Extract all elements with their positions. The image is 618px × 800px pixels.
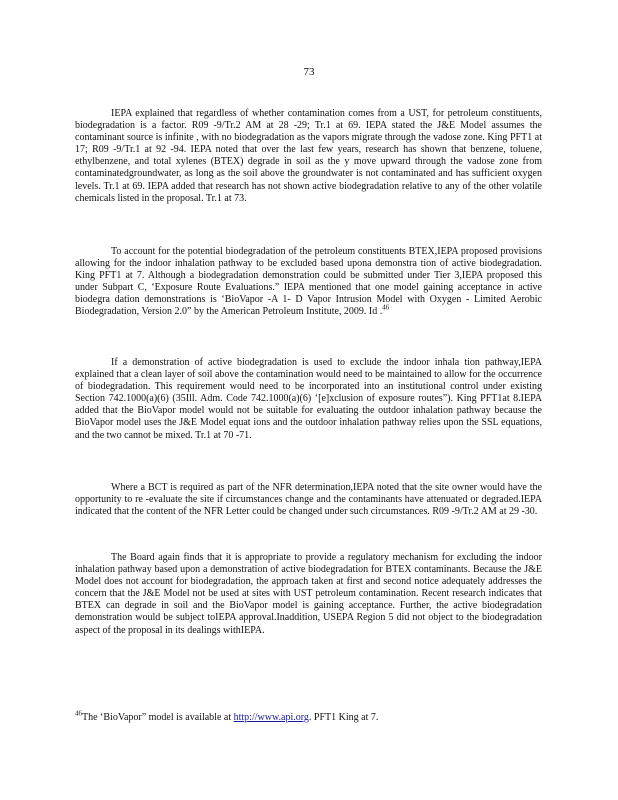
page-number: 73 (303, 66, 315, 78)
paragraph-3: If a demonstration of active biodegradation is used to exclude the indoor inhala tion pathway,IEPA explained that a clean layer of soil above the contamination would need to be maintained to allow for the occurrence of biodegradation. This requirement would need to be incorporated into an institutional control under existing Section 742.1000(a)(6) (35Ill. Adm. Code 742.1000(a)(6) ‘[e]xclusion of exposure routes”). King PFT1at 8.IEPA added that the BioVapor model would not be suitable for evaluating the outdoor inhalation pathway because the BioVapor model uses the J&E Model equat ions and the outdoor inhalation pathway relies upon the SSL equations, and the two cannot be mixed. Tr.1 at 70 -71. (75, 357, 542, 441)
footnote (75, 709, 542, 724)
footnote-marker: 46 (75, 709, 82, 718)
footnote-reference: 46 (382, 304, 390, 313)
paragraph-5: The Board again finds that it is appropriate to provide a regulatory mechanism for excluding the indoor inhalation pathway based upon a demonstration of active biodegradation for BTEX contaminants. Because the J&E Model does not account for biodegradation, the approach taken at first and second notice adequately addresses the concern that the J&E Model not be used at sites with UST petroleum contamination. Recent research indicates that BTEX can degrade in soil and the BioVapor model is gaining acceptance. Further, the active biodegradation demonstration would be subject toIEPA approval.Inaddition, USEPA Region 5 did not object to the biodegradation aspect of the proposal in its dealings withIEPA. (75, 552, 542, 636)
paragraph-2-text: To account for the potential biodegradation of the petroleum constituents BTEX,IEPA proposed provisions allowing for the indoor inhalation pathway to be excluded based upona demonstra tion of active biodegradation. King PFT1 at 7. Although a biodegradation demonstration could be submitted under Tier 3,IEPA proposed this under Subpart C, ‘Exposure Route Evaluations.” IEPA mentioned that one model gaining acceptance in active biodegra dation demonstrations is ‘BioVapor -A 1- D Vapor Intrusion Model with Oxygen - Limited Aerobic Biodegradation, Version 2.0” by the American Petroleum Institute, 2009. Id . (75, 246, 542, 318)
paragraph-4: Where a BCT is required as part of the NFR determination,IEPA noted that the site owner would have the opportunity to re -evaluate the site if circumstances change and the contaminants have attenuated or degraded.IEPA indicated that the content of the NFR Letter could be changed under such circumstances. R09 -9/Tr.2 AM at 29 -30. (75, 482, 542, 518)
footnote-link[interactable]: http://www.api.org (233, 712, 309, 723)
paragraph-1: IEPA explained that regardless of whether contamination comes from a UST, for petroleum constituents, biodegradation is a factor. R09 -9/Tr.2 AM at 28 -29; Tr.1 at 69. IEPA stated the J&E Model assumes the contaminant source is infinite , with no biodegradation as the vapors migrate through the vadose zone. King PFT1 at 17; R09 -9/Tr.1 at 92 -94. IEPA noted that over the last few years, research has shown that benzene, toluene, ethylbenzene, and total xylenes (BTEX) degrade in soil as the y move upward through the vadose zone from contaminatedgroundwater, as long as the soil above the groundwater is not contaminated and has sufficient oxygen levels. Tr.1 at 69. IEPA added that research has not shown active biodegradation relative to any of the other volatile chemicals listed in the proposal. Tr.1 at 73. (75, 108, 542, 204)
paragraph-2 (75, 246, 542, 319)
footnote-text-before: The ‘BioVapor” model is available at (82, 712, 232, 723)
footnote-text-after: . PFT1 King at 7. (308, 712, 379, 723)
